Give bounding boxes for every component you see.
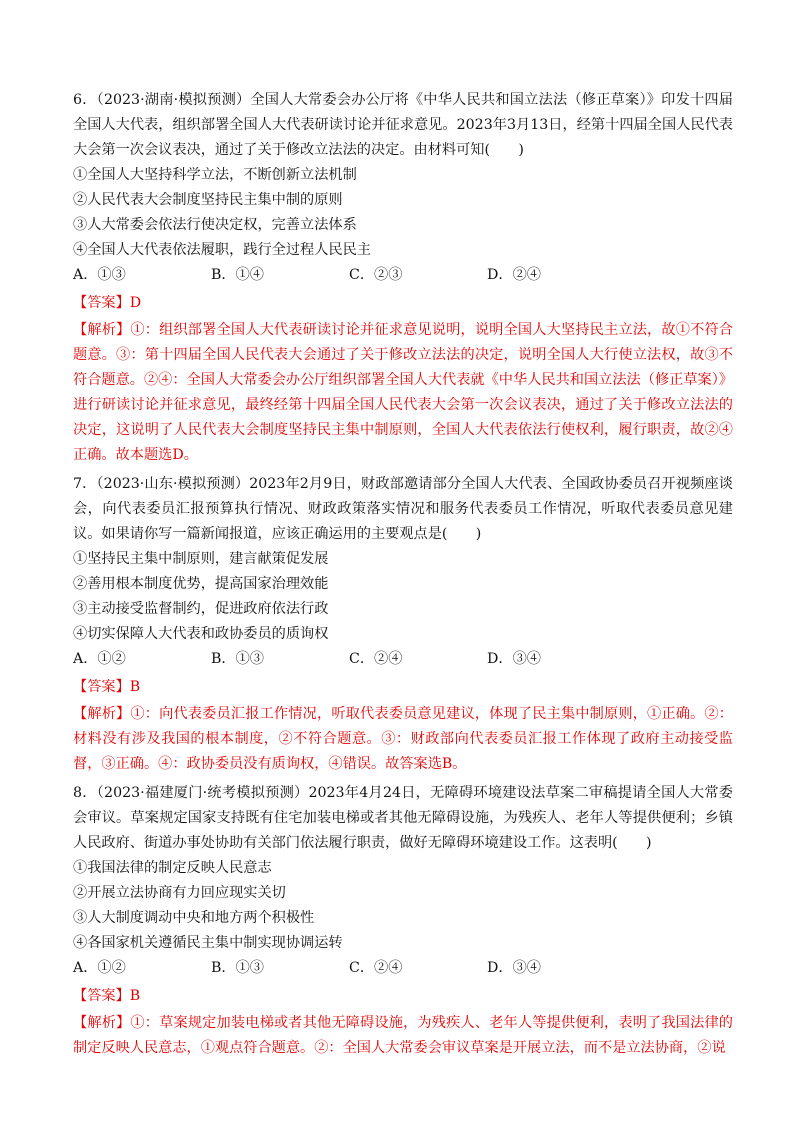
option-item: ①坚持民主集中制原则，建言献策促发展 (73, 551, 329, 567)
question-8 (73, 781, 733, 1061)
answer-label: 【答案】D (73, 295, 142, 311)
choice-row (73, 647, 733, 672)
analysis-text: 【解析】①：向代表委员汇报工作情况，听取代表委员意见建议，体现了民主集中制原则，①正确。②：材料没有涉及我国的根本制度，②不符合题意。③：财政部向代表委员汇报工作体现了政府主动接受监督，③正确。④：政协委员没有质询权，④错误。故答案选B。 (73, 706, 733, 772)
choice-d: D．③④ (487, 960, 541, 976)
choice-b: B．①④ (211, 267, 264, 283)
choice-c: C．②④ (349, 960, 403, 976)
choice-a: A．①③ (73, 267, 126, 283)
document-page (73, 88, 733, 1065)
choice-row (73, 263, 733, 288)
option-item: ④各国家机关遵循民主集中制实现协调运转 (73, 935, 343, 951)
analysis-text: 【解析】①：组织部署全国人大代表研读讨论并征求意见说明，说明全国人大坚持民主立法，故①不符合题意。③：第十四届全国人民代表大会通过了关于修改立法法的决定，说明全国人大行使立法权，故③不符合题意。②④：全国人大常委会办公厅组织部署全国人大代表就《中华人民共和国立法法（修正草案）》进行研读讨论并征求意见，最终经第十四届全国人民代表大会第一次会议表决，通过了关于修改立法法的决定，这说明了人民代表大会制度坚持民主集中制原则，全国人大代表依法行使权利，履行职责，故②④正确。故本题选D。 (73, 322, 733, 463)
choice-c: C．②④ (349, 651, 403, 667)
answer-label: 【答案】B (73, 988, 141, 1004)
option-item: ③主动接受监督制约，促进政府依法行政 (73, 601, 329, 617)
choice-row (73, 956, 733, 981)
choice-a: A．①② (73, 960, 126, 976)
choice-b: B．①③ (211, 651, 264, 667)
choice-d: D．③④ (487, 651, 541, 667)
question-stem: 8．（2023·福建厦门·统考模拟预测）2023年4月24日，无障碍环境建设法草案二审稿提请全国人大常委会审议。草案规定国家支持既有住宅加装电梯或者其他无障碍设施，为残疾人、老年人等提供便利；乡镇人民政府、街道办事处协助有关部门依法履行职责，做好无障碍环境建设工作。这表明( ) (73, 785, 733, 851)
choice-d: D．②④ (487, 267, 541, 283)
option-item: ④切实保障人大代表和政协委员的质询权 (73, 626, 329, 642)
question-stem: 7．（2023·山东·模拟预测）2023年2月9日，财政部邀请部分全国人大代表、全国政协委员召开视频座谈会，向代表委员汇报预算执行情况、财政政策落实情况和服务代表委员工作情况，听取代表委员意见建议。如果请你写一篇新闻报道，应该正确运用的主要观点是( ) (73, 476, 733, 542)
question-7 (73, 472, 733, 777)
option-item: ②善用根本制度优势，提高国家治理效能 (73, 576, 329, 592)
question-stem: 6．（2023·湖南·模拟预测）全国人大常委会办公厅将《中华人民共和国立法法（修正草案）》印发十四届全国人大代表，组织部署全国人大代表研读讨论并征求意见。2023年3月13日，经第十四届全国人民代表大会第一次会议表决，通过了关于修改立法法的决定。由材料可知( ) (73, 92, 733, 158)
question-6 (73, 88, 733, 468)
choice-c: C．②③ (349, 267, 403, 283)
option-item: ②开展立法协商有力回应现实关切 (73, 885, 286, 901)
option-item: ③人大制度调动中央和地方两个积极性 (73, 910, 315, 926)
option-item: ③人大常委会依法行使决定权，完善立法体系 (73, 217, 357, 233)
option-item: ②人民代表大会制度坚持民主集中制的原则 (73, 192, 343, 208)
choice-a: A．①② (73, 651, 126, 667)
option-item: ①全国人大坚持科学立法，不断创新立法机制 (73, 167, 357, 183)
option-item: ①我国法律的制定反映人民意志 (73, 860, 272, 876)
option-item: ④全国人大代表依法履职，践行全过程人民民主 (73, 242, 371, 258)
analysis-text: 【解析】①：草案规定加装电梯或者其他无障碍设施，为残疾人、老年人等提供便利，表明了我国法律的制定反映人民意志，①观点符合题意。②：全国人大常委会审议草案是开展立法，而不是立法协商，②说 (73, 1015, 733, 1056)
choice-b: B．①③ (211, 960, 264, 976)
answer-label: 【答案】B (73, 679, 141, 695)
